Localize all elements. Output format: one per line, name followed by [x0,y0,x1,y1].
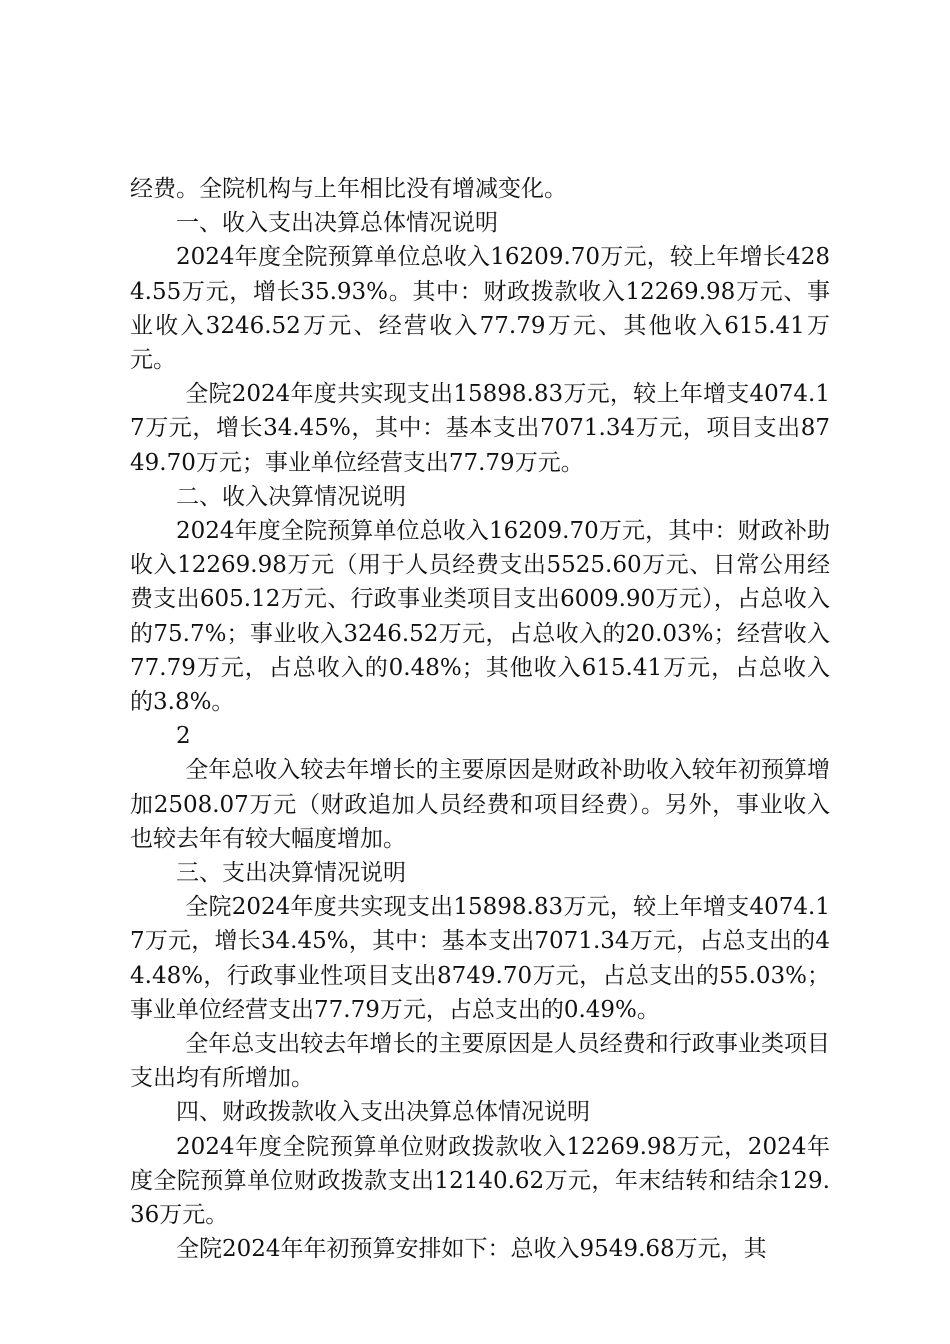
section-heading-2: 二、收入决算情况说明 [176,483,406,510]
paragraph-income-detail: 2024年度全院预算单位总收入16209.70万元，其中：财政补助收入12269.98万元（用于人员经费支出5525.60万元、日常公用经费支出605.12万元、行政事业类项目支出6009.90万元），占总收入的75.7%；事业收入3246.52万元，占总收入的20.03%；经营收入77.79万元，占总收入的0.48%；其他收入615.41万元，占总收入的3.8%。 [130,518,830,716]
paragraph-expenditure-reason: 全年总支出较去年增长的主要原因是人员经费和行政事业类项目支出均有所增加。 [130,1031,830,1092]
paragraph-total-income: 2024年度全院预算单位总收入16209.70万元，较上年增长4284.55万元，增长35.93%。其中：财政拨款收入12269.98万元、事业收入3246.52万元、经营收入77.79万元、其他收入615.41万元。 [130,244,830,374]
paragraph-income-reason: 全年总收入较去年增长的主要原因是财政补助收入较年初预算增加2508.07万元（财政追加人员经费和项目经费）。另外，事业收入也较去年有较大幅度增加。 [130,757,830,852]
section-heading-1: 一、收入支出决算总体情况说明 [176,210,498,237]
section-heading-3: 三、支出决算情况说明 [176,860,406,887]
document-body [130,172,830,1267]
section-heading-4: 四、财政拨款收入支出决算总体情况说明 [176,1099,590,1126]
paragraph-total-expenditure: 全院2024年度共实现支出15898.83万元，较上年增支4074.17万元，增长34.45%，其中：基本支出7071.34万元，项目支出8749.70万元；事业单位经营支出77.79万元。 [130,381,830,476]
paragraph-initial-budget: 全院2024年年初预算安排如下：总收入9549.68万元，其 [176,1236,767,1263]
paragraph-fiscal-appropriation: 2024年度全院预算单位财政拨款收入12269.98万元，2024年度全院预算单位财政拨款支出12140.62万元，年末结转和结余129.36万元。 [130,1133,830,1229]
paragraph-expenditure-detail: 全院2024年度共实现支出15898.83万元，较上年增支4074.17万元，增长34.45%，其中：基本支出7071.34万元，占总支出的44.48%，行政事业性项目支出8749.70万元，占总支出的55.03%；事业单位经营支出77.79万元，占总支出的0.49%。 [130,894,830,1023]
paragraph-continuation: 经费。全院机构与上年相比没有增减变化。 [130,176,567,202]
page-number: 2 [176,723,191,750]
